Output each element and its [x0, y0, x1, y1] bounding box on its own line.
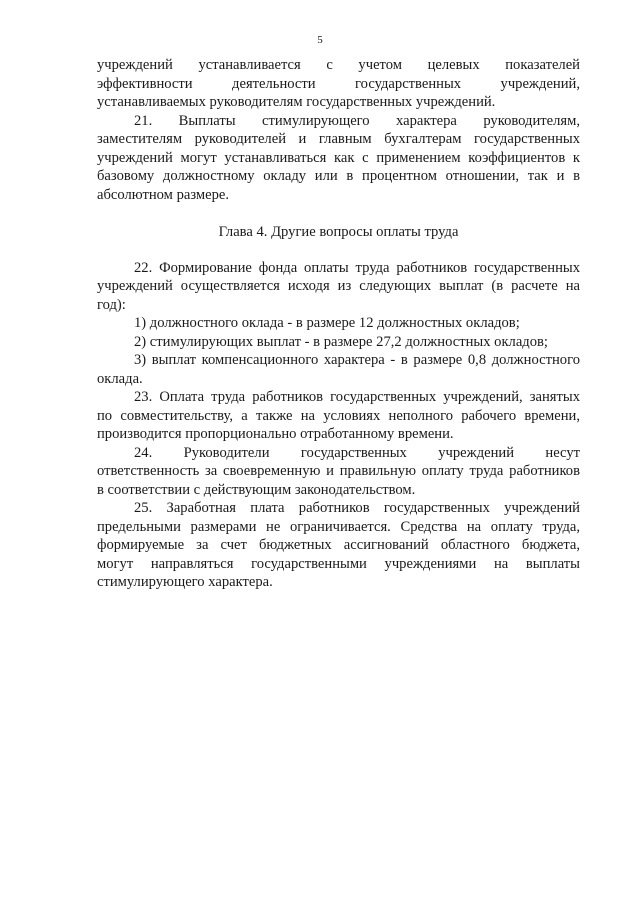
text-line: стимулирующего характера.: [97, 574, 273, 590]
text-line: учреждений могут устанавливаться как с применением коэффициентов к: [97, 149, 580, 166]
text-line: 24. Руководители государственных учреждений несут: [134, 444, 580, 461]
document-body: [97, 56, 580, 592]
text-line: год):: [97, 296, 126, 313]
text-line: базовому должностному окладу или в процентном отношении, так и в: [97, 168, 580, 184]
text-line: устанавливаемых руководителям государственных учреждений.: [97, 94, 496, 110]
chapter-heading: Глава 4. Другие вопросы оплаты труда: [218, 224, 459, 240]
text-line: 25. Заработная плата работников государственных учреждений: [134, 500, 580, 516]
text-line: 1) должностного оклада - в размере 12 должностных окладов;: [134, 315, 520, 331]
text-line: по совместительству, а также на условиях неполного рабочего времени,: [97, 407, 580, 424]
text-line: учреждений осуществляется исходя из следующих выплат (в расчете на: [97, 278, 580, 294]
text-line: ответственность за своевременную и правильную оплату труда работников: [97, 463, 580, 479]
text-line: 3) выплат компенсационного характера - в размере 0,8 должностного: [134, 352, 580, 368]
text-line: абсолютном размере.: [97, 186, 230, 203]
text-line: 21. Выплаты стимулирующего характера руководителям,: [134, 112, 580, 129]
text-line: в соответствии с действующим законодательством.: [97, 481, 416, 498]
text-line: 22. Формирование фонда оплаты труда работников государственных: [134, 259, 580, 276]
text-line: производится пропорционально отработанному времени.: [97, 426, 454, 442]
text-line: 23. Оплата труда работников государственных учреждений, занятых: [134, 389, 580, 405]
text-line: 2) стимулирующих выплат - в размере 27,2 должностных окладов;: [134, 333, 548, 350]
text-line: эффективности деятельности государственных учреждений,: [97, 75, 580, 92]
text-line: могут направляться государственными учреждениями на выплаты: [97, 555, 580, 572]
text-line: оклада.: [97, 370, 143, 387]
text-block-bottom: [97, 259, 580, 592]
text-line: формируемые за счет бюджетных ассигнований областного бюджета,: [97, 537, 580, 553]
text-line: предельными размерами не ограничивается. Средства на оплату труда,: [97, 518, 580, 535]
text-line: учреждений устанавливается с учетом целевых показателей: [97, 57, 580, 73]
text-block-top: [97, 56, 580, 204]
page-number: 5: [317, 34, 323, 46]
text-line: заместителям руководителей и главным бухгалтерам государственных: [97, 131, 580, 147]
